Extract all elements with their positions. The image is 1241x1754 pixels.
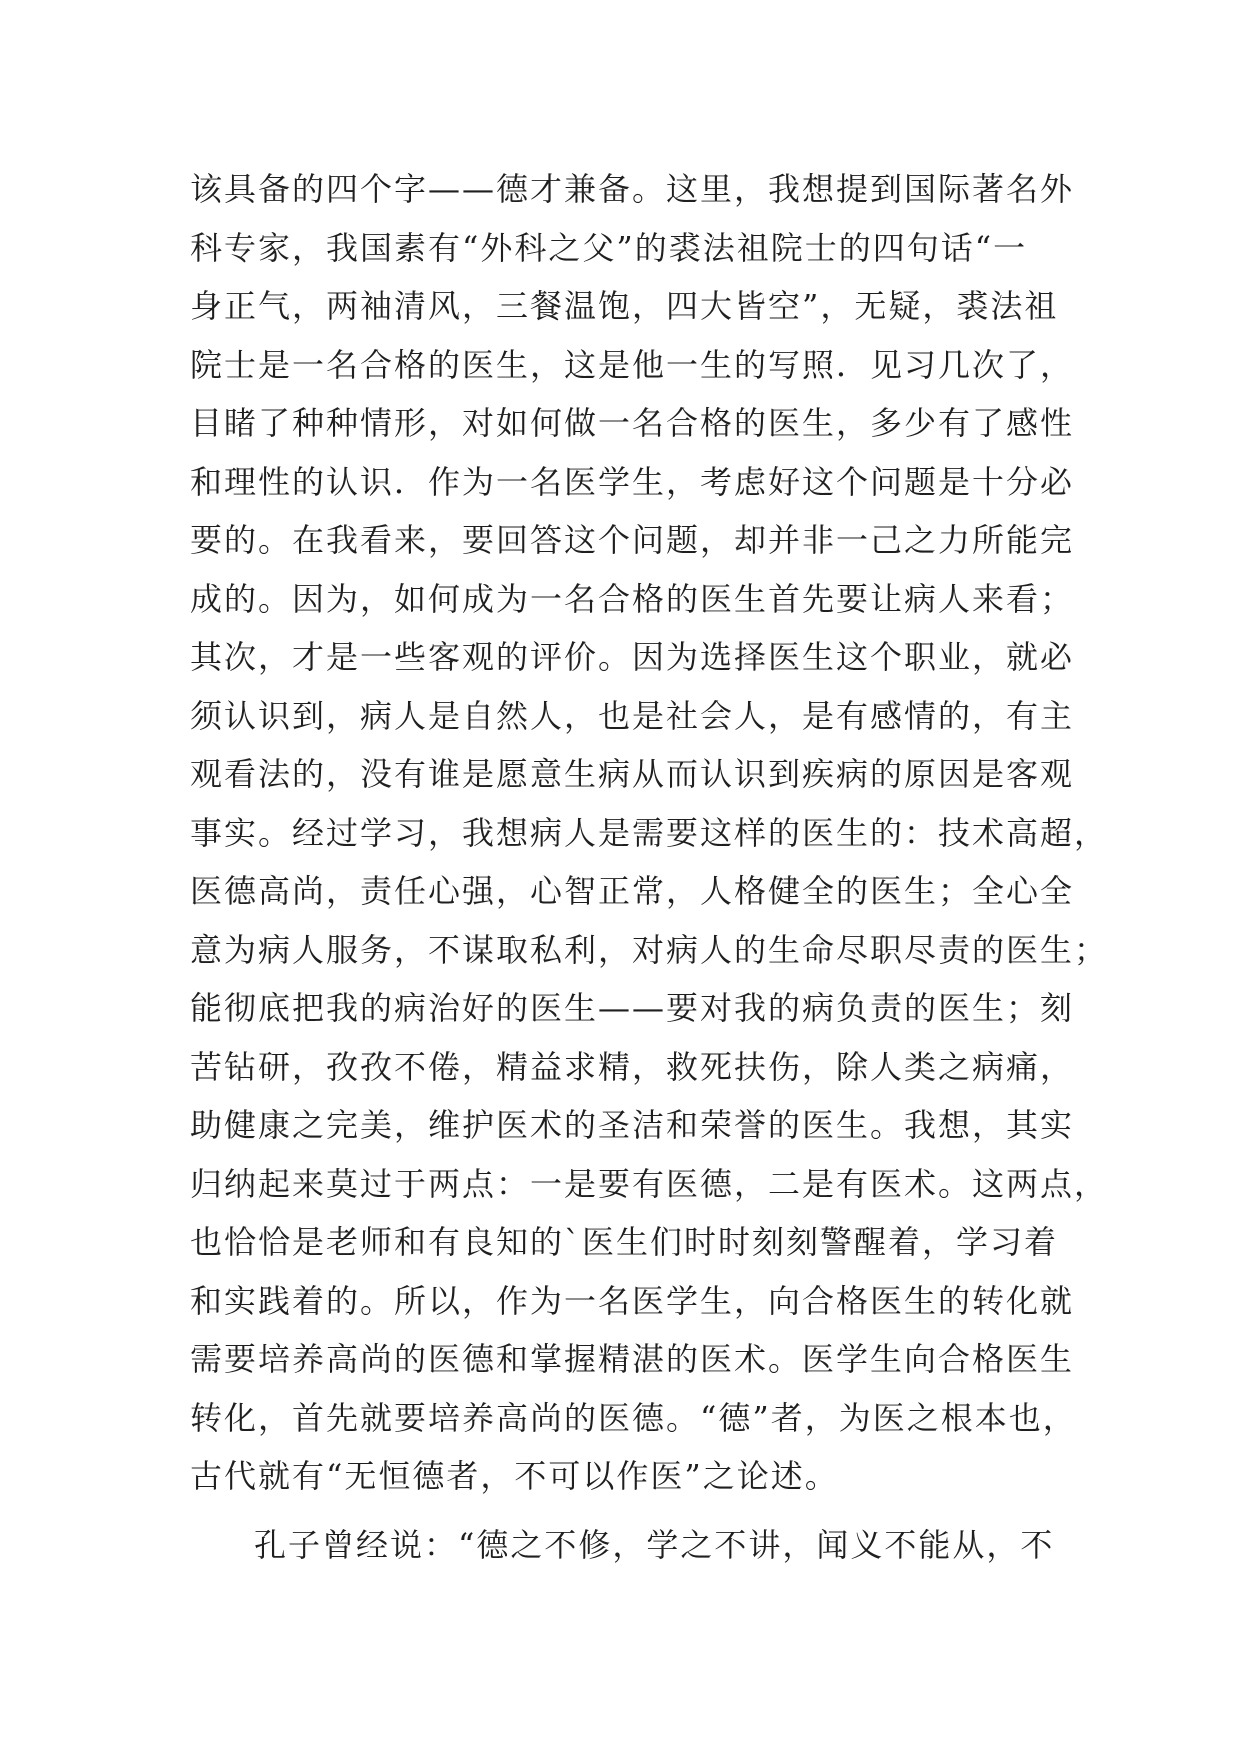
paragraph-gap [190, 1506, 1060, 1516]
text-line: 目睹了种种情形，对如何做一名合格的医生，多少有了感性 [190, 404, 1075, 442]
text-line: 该具备的四个字——德才兼备。这里，我想提到国际著名外 [190, 170, 1075, 208]
text-line: 转化，首先就要培养高尚的医德。“德”者，为医之根本也， [190, 1398, 1077, 1437]
text-line: 苦钻研，孜孜不倦，精益求精，救死扶伤，除人类之病痛， [190, 1047, 1075, 1086]
text-line: 观看法的，没有谁是愿意生病从而认识到疾病的原因是客观 [190, 755, 1075, 793]
text-line: 助健康之完美，维护医术的圣洁和荣誉的医生。我想，其实 [190, 1106, 1075, 1144]
text-line: 意为病人服务，不谋取私利，对病人的生命尽职尽责的医生； [190, 930, 1109, 969]
text-line: 古代就有“无恒德者，不可以作医”之论述。 [190, 1457, 839, 1495]
text-line: 能彻底把我的病治好的医生——要对我的病负责的医生；刻 [190, 989, 1075, 1027]
text-line: 医德高尚，责任心强，心智正常，人格健全的医生；全心全 [190, 872, 1075, 910]
text-line: 身正气，两袖清风，三餐温饱，四大皆空”，无疑，裘法祖 [190, 287, 1059, 325]
text-line: 和实践着的。所以，作为一名医学生，向合格医生的转化就 [190, 1281, 1075, 1320]
text-line: 孔子曾经说：“德之不修，学之不讲，闻义不能从，不 [254, 1525, 1055, 1564]
text-line: 需要培养高尚的医德和掌握精湛的医术。医学生向合格医生 [190, 1340, 1075, 1378]
paragraph [190, 160, 1109, 1506]
text-line: 和理性的认识．作为一名医学生，考虑好这个问题是十分必 [190, 462, 1075, 501]
text-line: 事实。经过学习，我想病人是需要这样的医生的：技术高超， [190, 813, 1109, 852]
text-line: 归纳起来莫过于两点：一是要有医德，二是有医术。这两点， [190, 1164, 1109, 1203]
text-line: 其次，才是一些客观的评价。因为选择医生这个职业，就必 [190, 638, 1075, 676]
text-line: 成的。因为，如何成为一名合格的医生首先要让病人来看； [190, 579, 1075, 618]
text-line: 须认识到，病人是自然人，也是社会人，是有感情的，有主 [190, 696, 1075, 735]
paragraph [190, 1516, 1060, 1575]
text-line: 要的。在我看来，要回答这个问题，却并非一己之力所能完 [190, 521, 1075, 559]
document-body [190, 160, 1109, 1574]
text-line: 院士是一名合格的医生，这是他一生的写照．见习几次了， [190, 345, 1075, 384]
text-line: 科专家，我国素有“外科之父”的裘法祖院士的四句话“一 [190, 228, 1028, 267]
text-line: 也恰恰是老师和有良知的`医生们时时刻刻警醒着，学习着 [190, 1223, 1059, 1261]
